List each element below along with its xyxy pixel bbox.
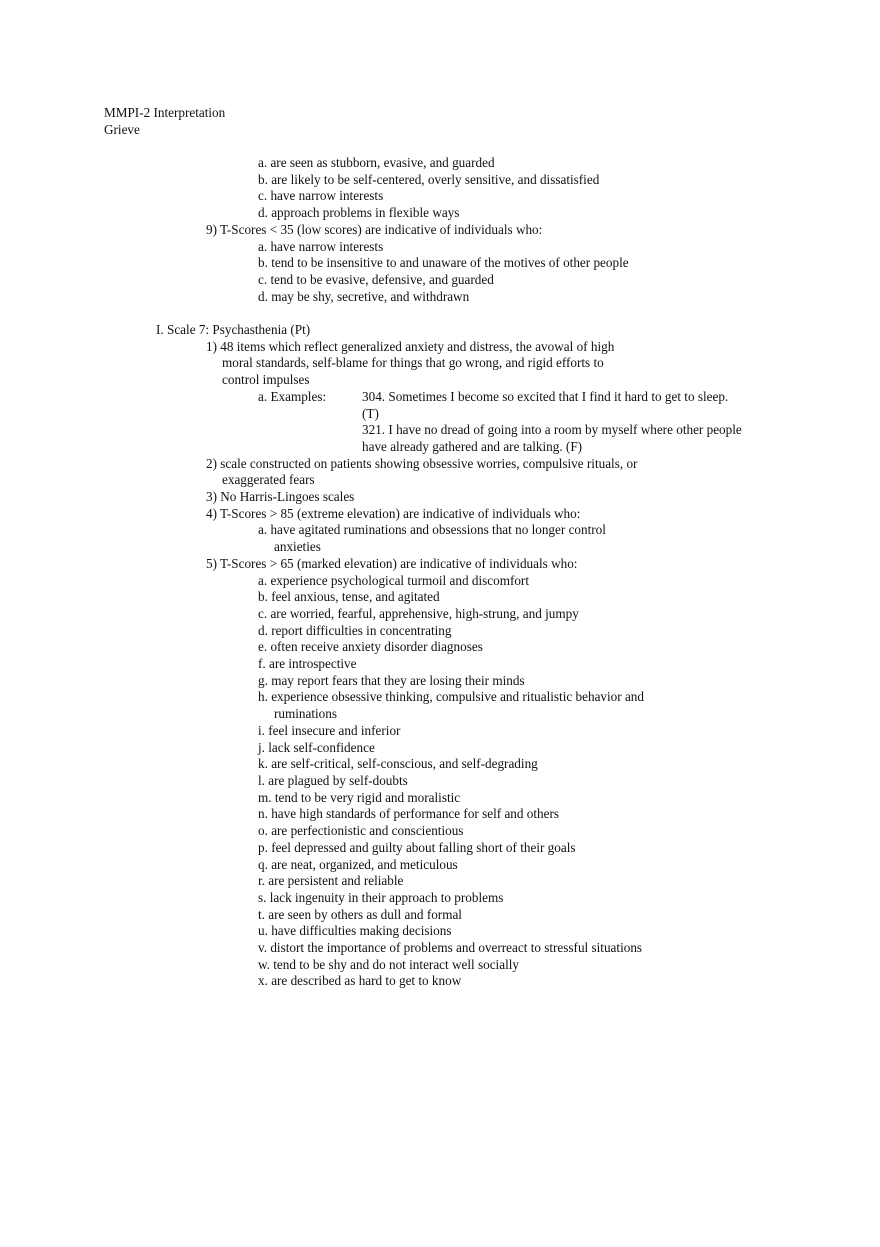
list-item: p. feel depressed and guilty about falling short of their goals: [258, 839, 576, 855]
document-title: MMPI-2 Interpretation: [104, 105, 226, 120]
list-item: g. may report fears that they are losing their minds: [258, 672, 525, 688]
document-body: [0, 155, 880, 990]
page-header: [104, 105, 225, 138]
point-4-heading: 4) T-Scores > 85 (extreme elevation) are indicative of individuals who:: [206, 505, 581, 521]
list-item: c. tend to be evasive, defensive, and guarded: [258, 271, 494, 287]
point-3: 3) No Harris-Lingoes scales: [206, 489, 355, 505]
list-item: t. are seen by others as dull and formal: [258, 906, 462, 922]
list-item: c. are worried, fearful, apprehensive, high-strung, and jumpy: [258, 605, 579, 621]
list-item: i. feel insecure and inferior: [258, 722, 401, 738]
list-item: l. are plagued by self-doubts: [258, 772, 408, 788]
list-item: r. are persistent and reliable: [258, 873, 404, 889]
list-item: k. are self-critical, self-conscious, and self-degrading: [258, 756, 538, 772]
point-1-line: moral standards, self-blame for things that go wrong, and rigid efforts to: [222, 355, 604, 371]
list-item: u. have difficulties making decisions: [258, 923, 452, 939]
example-continuation: have already gathered and are talking. (F): [362, 438, 583, 454]
list-item: b. are likely to be self-centered, overly sensitive, and dissatisfied: [258, 171, 600, 187]
list-item: b. feel anxious, tense, and agitated: [258, 589, 440, 605]
document-author: Grieve: [104, 121, 140, 137]
list-item-continuation: anxieties: [274, 539, 321, 555]
continued-list: [0, 155, 880, 222]
point-1-line: control impulses: [222, 372, 310, 388]
list-item: d. may be shy, secretive, and withdrawn: [258, 288, 470, 304]
section-heading: I. Scale 7: Psychasthenia (Pt): [156, 322, 311, 338]
examples-label: a. Examples:: [258, 388, 327, 404]
point-1-line: 1) 48 items which reflect generalized anxiety and distress, the avowal of high: [206, 338, 615, 354]
list-item: h. experience obsessive thinking, compulsive and ritualistic behavior and: [258, 689, 644, 705]
list-item: q. are neat, organized, and meticulous: [258, 856, 458, 872]
point-2-line: exaggerated fears: [222, 472, 315, 488]
example-row: [0, 389, 880, 406]
list-item: n. have high standards of performance for self and others: [258, 806, 560, 822]
list-item: w. tend to be shy and do not interact well socially: [258, 956, 519, 972]
section-scale-7: [0, 322, 880, 990]
list-item: a. have agitated ruminations and obsessions that no longer control: [258, 522, 606, 538]
example-continuation: (T): [362, 405, 379, 421]
list-item: o. are perfectionistic and conscientious: [258, 823, 464, 839]
list-item: v. distort the importance of problems and overreact to stressful situations: [258, 940, 643, 956]
spacer: [0, 305, 880, 322]
point-9: [0, 222, 880, 306]
point-heading: 9) T-Scores < 35 (low scores) are indicative of individuals who:: [206, 221, 543, 237]
list-item: a. have narrow interests: [258, 238, 384, 254]
list-item: e. often receive anxiety disorder diagnoses: [258, 639, 483, 655]
list-item: f. are introspective: [258, 656, 357, 672]
list-item: d. report difficulties in concentrating: [258, 622, 452, 638]
point-5-heading: 5) T-Scores > 65 (marked elevation) are indicative of individuals who:: [206, 555, 578, 571]
list-item: m. tend to be very rigid and moralistic: [258, 789, 461, 805]
list-item: a. are seen as stubborn, evasive, and guarded: [258, 155, 495, 170]
list-item: s. lack ingenuity in their approach to problems: [258, 889, 504, 905]
example-item: 321. I have no dread of going into a room by myself where other people: [362, 422, 742, 438]
list-item: a. experience psychological turmoil and discomfort: [258, 572, 529, 588]
list-item: b. tend to be insensitive to and unaware of the motives of other people: [258, 255, 629, 271]
example-item: 304. Sometimes I become so excited that I find it hard to get to sleep.: [362, 388, 729, 404]
list-item: d. approach problems in flexible ways: [258, 205, 460, 221]
list-item: j. lack self-confidence: [258, 739, 375, 755]
point-2-line: 2) scale constructed on patients showing obsessive worries, compulsive rituals, or: [206, 455, 638, 471]
list-item-continuation: ruminations: [274, 706, 338, 722]
list-item: c. have narrow interests: [258, 188, 384, 204]
list-item: x. are described as hard to get to know: [258, 973, 462, 989]
